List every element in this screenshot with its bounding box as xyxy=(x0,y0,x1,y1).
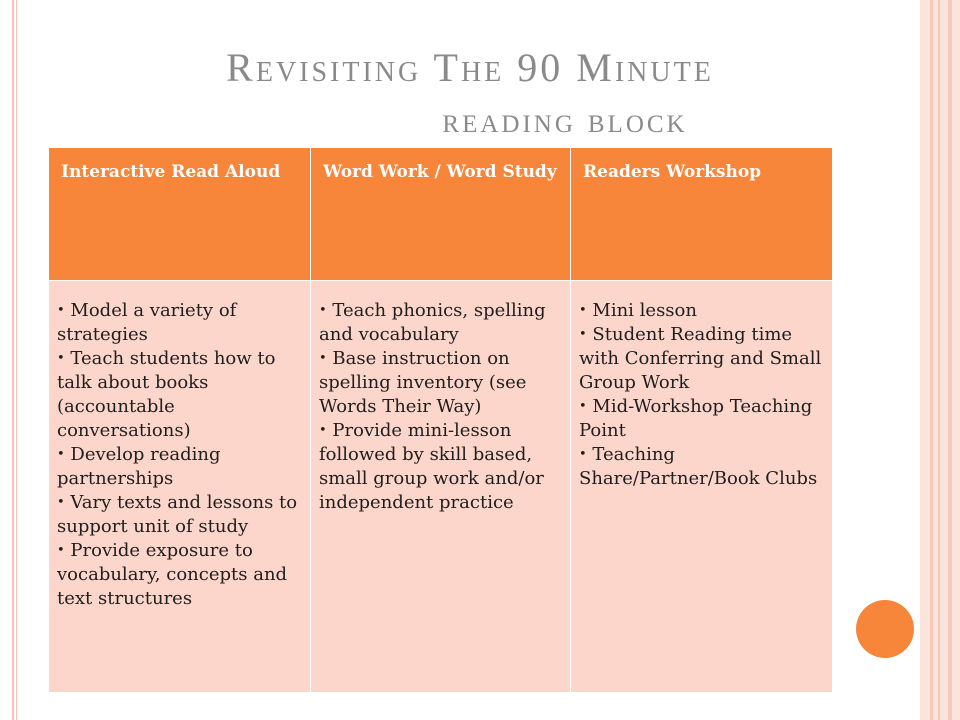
header-readers-workshop: Readers Workshop xyxy=(571,148,833,281)
list-item: • Student Reading time with Conferring and Small Group Work xyxy=(579,324,822,393)
header-word-work: Word Work / Word Study xyxy=(311,148,571,281)
list-item: • Teaching Share/Partner/Book Clubs xyxy=(579,444,818,489)
table-header-row xyxy=(49,148,833,281)
list-item: • Teach students how to talk about books (accountable conversations) xyxy=(57,348,276,441)
bullet-list xyxy=(579,299,826,491)
table-body-row xyxy=(49,281,833,693)
right-decorative-band xyxy=(920,0,960,720)
bullet-list xyxy=(57,299,304,611)
list-item: • Mid-Workshop Teaching Point xyxy=(579,396,813,441)
left-border-line xyxy=(12,0,14,720)
list-item: • Mini lesson xyxy=(579,300,697,321)
left-border-line-inner xyxy=(16,0,17,720)
title-line-1: Revisiting The 90 Minute xyxy=(226,45,714,90)
reading-block-table xyxy=(48,147,833,693)
list-item: • Vary texts and lessons to support unit of study xyxy=(57,492,298,537)
list-item: • Model a variety of strategies xyxy=(57,300,237,345)
cell-interactive-read-aloud xyxy=(49,281,311,693)
slide-title xyxy=(40,42,900,146)
list-item: • Base instruction on spelling inventory (see Words Their Way) xyxy=(319,348,527,417)
bullet-list xyxy=(319,299,564,515)
list-item: • Teach phonics, spelling and vocabulary xyxy=(319,300,546,345)
list-item: • Develop reading partnerships xyxy=(57,444,221,489)
list-item: • Provide mini-lesson followed by skill based, small group work and/or independent practice xyxy=(319,420,544,513)
decorative-circle xyxy=(856,600,914,658)
cell-word-work xyxy=(311,281,571,693)
header-interactive-read-aloud: Interactive Read Aloud xyxy=(49,148,311,281)
title-line-2: reading block xyxy=(442,100,688,140)
list-item: • Provide exposure to vocabulary, concepts and text structures xyxy=(57,540,288,609)
cell-readers-workshop xyxy=(571,281,833,693)
